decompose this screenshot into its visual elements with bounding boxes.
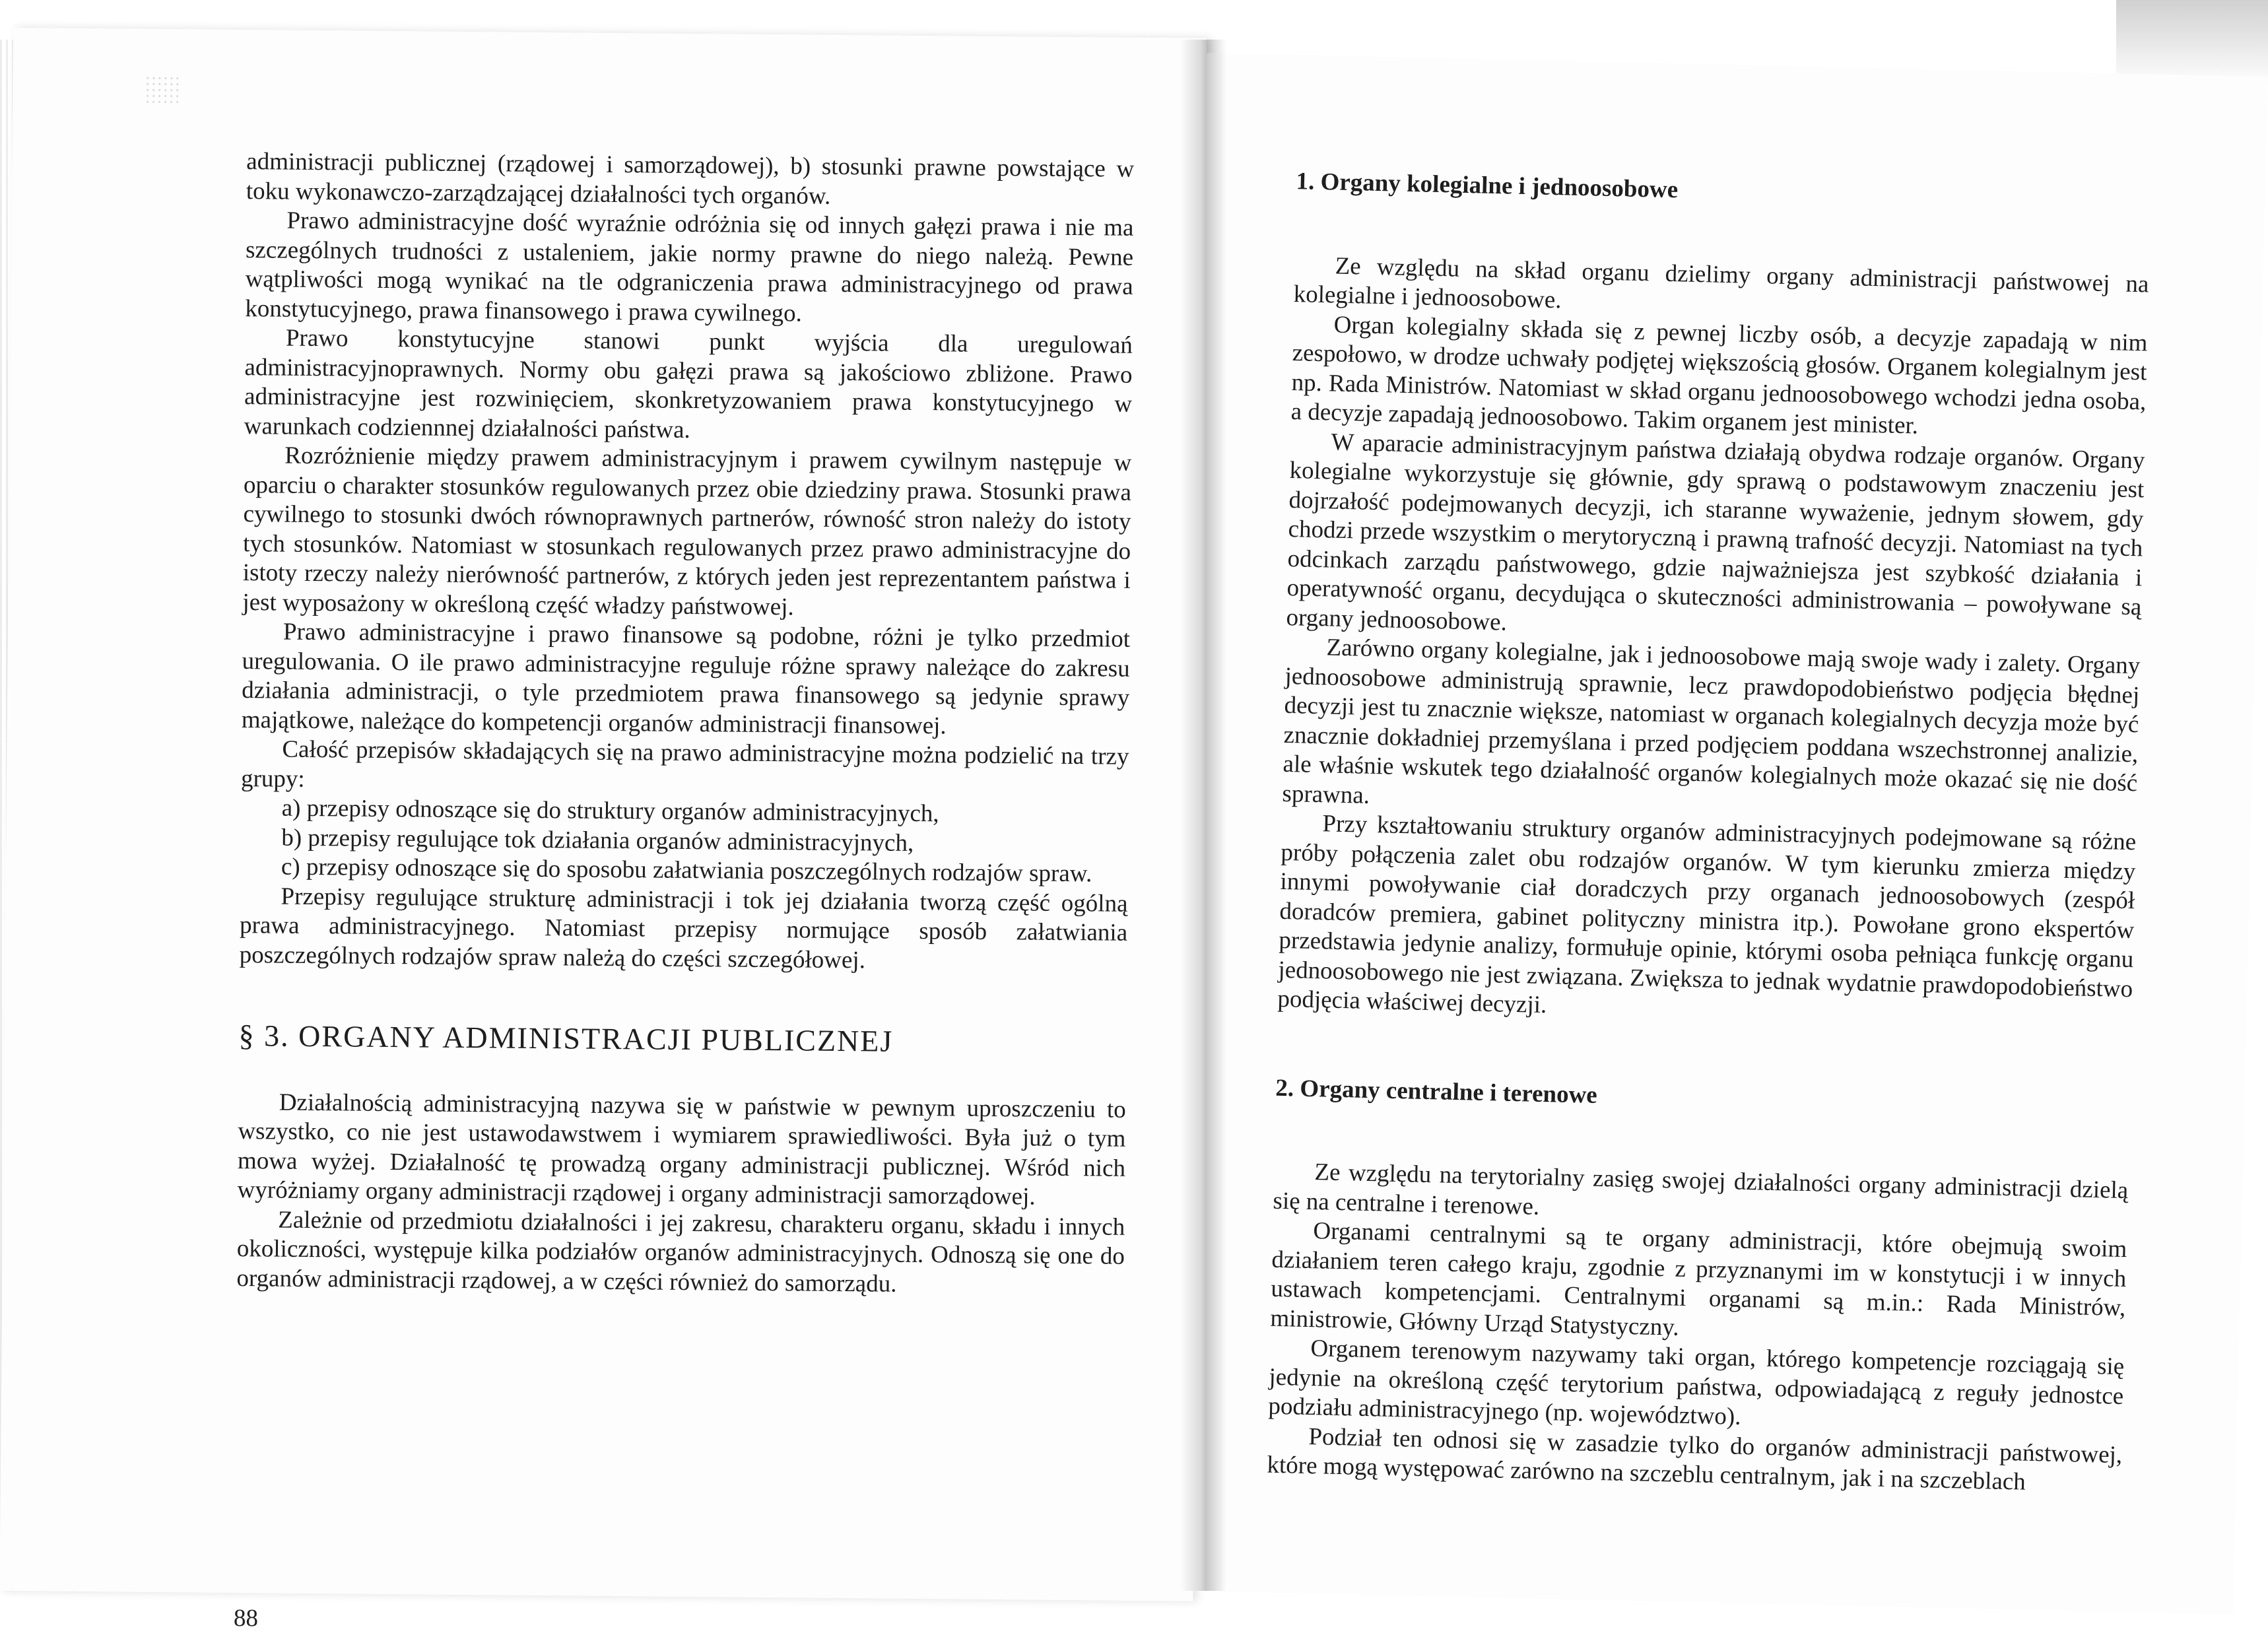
scan-corner-shadow — [2116, 0, 2268, 86]
paragraph: Prawo administracyjne i prawo finansowe są podobne, różni je tylko przedmiot uregulowania. O ile prawo administracyjne reguluje różne sprawy należące do zakresu działania administracji, o tyle przedmiotem prawa finansowego są jedynie sprawy majątkowe, należące do kompetencji organów administracji finansowej. — [241, 618, 1131, 739]
paragraph: Rozróżnienie między prawem administracyjnym i prawem cywilnym następuje w oparciu o charakter stosunków regulowanych przez obie dziedziny prawa. Stosunki prawa cywilnego to stosunki dwóch równoprawnych partnerów, równość stron należy do istoty tych stosunków. Natomiast w stosunkach regulowanych przez prawo administracyjne do istoty rzeczy należy nierówność partnerów, z których jeden jest reprezentantem państwa i jest wyposażony w określoną część władzy państwowej. — [242, 442, 1132, 620]
list-item: c) przepisy odnoszące się do sposobu załatwiania poszczególnych rodzajów spraw. — [281, 853, 1092, 888]
paragraph: Ze względu na terytorialny zasięg swojej działalności organy administracji dzielą się na centralne i terenowe. — [1273, 1158, 2129, 1221]
list-item: a) przepisy odnoszące się do struktury organów administracyjnych, — [281, 794, 939, 828]
paragraph: Organem terenowym nazywamy taki organ, którego kompetencje rozciągają się jedynie na określoną część terytorium państwa, odpowiadającą z reguły jednostce podziału administracyjnego (np. województwo). — [1268, 1335, 2125, 1430]
right-page — [1172, 53, 2267, 1615]
paragraph: Przy kształtowaniu struktury organów administracyjnych podejmowane są różne próby połączenia zalet obu rodzajów organów. W tym kierunku zmierza między innymi powoływanie ciał doradczych przy organach jednoosobowych (zespół doradców premiera, gabinet polityczny ministra itp.). Powołane grono ekspertów przedstawia jedynie analizy, formułuje opinie, którymi osoba pełniąca funkcję organu jednoosobowego nie jest związana. Zwiększa to jednak wydatnie prawdopodobieństwo podjęcia właściwej decyzji. — [1277, 810, 2137, 1019]
paragraph: Prawo konstytucyjne stanowi punkt wyjścia dla uregulowań administracyjnoprawnych. Normy obu gałęzi prawa są jakościowo zbliżone. Prawo administracyjne jest rozwinięciem, skonkretyzowaniem prawa konstytucyjnego w warunkach codziennnej działalności państwa. — [244, 324, 1133, 444]
subsection-heading: 2. Organy centralne i terenowe — [1275, 1074, 1598, 1109]
scan-speck — [145, 75, 181, 105]
book-gutter-shadow — [1180, 40, 1226, 1591]
list-item: b) przepisy regulujące tok działania organów administracyjnych, — [281, 824, 914, 857]
paragraph: Przepisy regulujące strukturę administracji i tok jej działania tworzą część ogólną prawa administracyjnego. Natomiast przepisy normujące sposób załatwiania poszczególnych rodzajów spraw należą do części szczegółowej. — [239, 883, 1128, 974]
paragraph: Ze względu na skład organu dzielimy organy administracji państwowej na kolegialne i jednoosobowe. — [1293, 252, 2149, 314]
paragraph: Działalnością administracyjną nazywa się w państwie w pewnym uproszczeniu to wszystko, co nie jest ustawodawstwem i wymiarem sprawiedliwości. Była już o tym mowa wyżej. Działalność tę prowadzą organy administracji publicznej. Wśród nich wyróżniamy organy administracji rządowej i organy administracji samorządowej. — [237, 1088, 1126, 1211]
page-number: 88 — [233, 1605, 259, 1632]
paragraph: Podział ten odnosi się w zasadzie tylko do organów administracji państwowej, które mogą występować zarówno na szczeblu centralnym, jak i na szczeblach — [1267, 1423, 2123, 1496]
paragraph: Organami centralnymi są te organy administracji, które obejmują swoim działaniem teren całego kraju, zgodnie z przyznanymi im w konstytucji i w innych ustawach kompetencjami. Centralnymi organami są m.in.: Rada Ministrów, ministrowie, Główny Urząd Statystyczny. — [1270, 1217, 2127, 1341]
paragraph: Zależnie od przedmiotu działalności i jej zakresu, charakteru organu, składu i innych okoliczności, występuje kilka podziałów organów administracyjnych. Odnoszą się one do organów administracji rządowej, a w części również do samorządu. — [236, 1206, 1125, 1298]
paragraph: Prawo administracyjne dość wyraźnie odróżnia się od innych gałęzi prawa i nie ma szczególnych trudności z ustaleniem, jakie normy prawne do niego należą. Pewne wątpliwości mogą wynikać na tle odgraniczenia prawa administracyjnego od prawa konstytucyjnego, prawa finansowego i prawa cywilnego. — [245, 207, 1134, 327]
paragraph: Zarówno organy kolegialne, jak i jednoosobowe mają swoje wady i zalety. Organy jednoosobowe administrują sprawnie, lecz prawdopodobieństwo podjęcia błędnej decyzji jest tu znacznie większe, natomiast w organach kolegialnych decyzja może być znacznie dokładniej przemyślana i przed podjęciem poddana wszechstronnej analizie, ale właśnie wskutek tego działalność organów kolegialnych może okazać się nie dość sprawna. — [1282, 634, 2141, 809]
right-text-column — [1267, 167, 2151, 1499]
paragraph: W aparacie administracyjnym państwa działają obydwa rodzaje organów. Organy kolegialne wykorzystuje się głównie, gdy sprawą o podstawowym znaczeniu jest dojrzałość podejmowanych decyzji, ich staranne wyważenie, jednym słowem, gdy chodzi przede wszystkim o merytoryczną i prawną trafność decyzji. Natomiast na tych odcinkach zarządu państwowego, gdzie najważniejsza jest szybkość działania i operatywność organu, decydująca o skuteczności administrowania – powoływane są organy jednoosobowe. — [1286, 428, 2145, 636]
paragraph: administracji publicznej (rządowej i samorządowej), b) stosunki prawne powstające w toku wykonawczo-zarządzającej działalności tych organów. — [246, 148, 1135, 210]
left-text-column — [236, 147, 1134, 1301]
subsection-heading: 1. Organy kolegialne i jednoosobowe — [1296, 168, 1679, 204]
paragraph: Całość przepisów składających się na prawo administracyjne można podzielić na trzy grupy: — [240, 735, 1129, 793]
paragraph: Organ kolegialny składa się z pewnej liczby osób, a decyzje zapadają w nim zespołowo, w drodze uchwały podjętej większością głosów. Organem kolegialnym jest np. Rada Ministrów. Natomiast w skład organu jednoosobowego wchodzi jedna osoba, a decyzje zapadają jednoosobowo. Takim organem jest minister. — [1290, 310, 2148, 440]
left-page — [0, 28, 1207, 1632]
section-heading: § 3. ORGANY ADMINISTRACJI PUBLICZNEJ — [238, 1019, 894, 1058]
